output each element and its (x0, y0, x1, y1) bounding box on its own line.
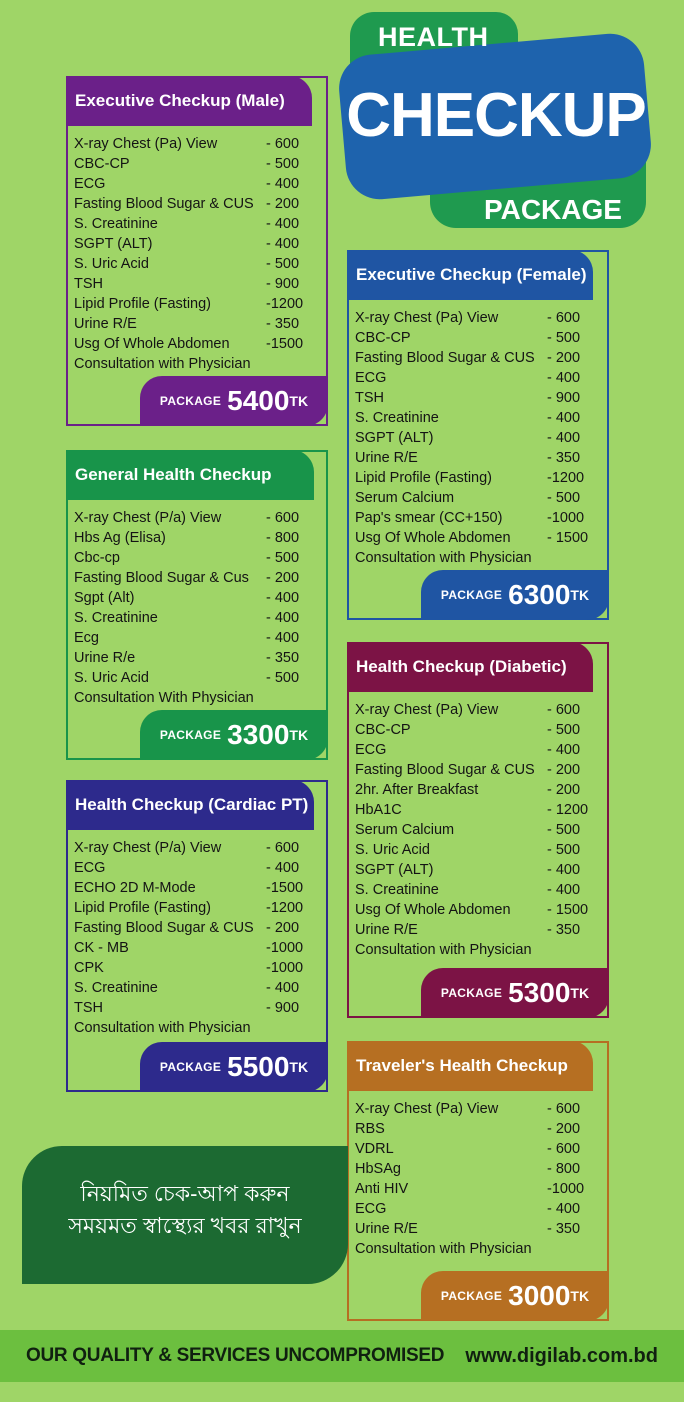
test-row (355, 1159, 599, 1179)
test-row (74, 214, 318, 234)
test-name: TSH (355, 390, 384, 406)
test-price: - 400 (266, 590, 300, 606)
test-name: Urine R/E (355, 1221, 418, 1237)
test-row (355, 820, 599, 840)
test-row (74, 568, 318, 588)
test-name: CBC-CP (355, 722, 411, 738)
test-price: - 1500 (547, 902, 589, 918)
package-currency: TK (289, 1059, 309, 1075)
test-name: Usg Of Whole Abdomen (355, 902, 511, 918)
test-price: -1500 (266, 336, 304, 352)
test-list (74, 508, 318, 708)
test-name: Hbs Ag (Elisa) (74, 530, 166, 546)
test-name: ECG (74, 860, 106, 876)
test-price: - 500 (547, 490, 581, 506)
package-label: PACKAGE (440, 588, 503, 602)
test-name: Fasting Blood Sugar & CUS (355, 762, 535, 778)
package-currency: TK (570, 587, 590, 603)
test-row (74, 998, 318, 1018)
package-price-badge (140, 710, 328, 760)
test-price: - 500 (266, 670, 300, 686)
test-name: Urine R/e (74, 650, 136, 666)
test-row (74, 234, 318, 254)
test-row (355, 860, 599, 880)
test-row (74, 508, 318, 528)
test-price: - 400 (266, 610, 300, 626)
test-name: X-ray Chest (Pa) View (355, 702, 499, 718)
test-price: - 500 (547, 722, 581, 738)
test-price: - 400 (266, 980, 300, 996)
test-price: - 1200 (547, 802, 589, 818)
package-card-traveler (347, 1041, 609, 1321)
test-price: - 600 (547, 1141, 581, 1157)
test-name: ECG (74, 176, 106, 192)
test-list (74, 838, 318, 1038)
test-row (355, 508, 599, 528)
bengali-banner (22, 1146, 348, 1284)
test-price: - 500 (547, 842, 581, 858)
test-price: - 350 (547, 450, 581, 466)
package-title: Health Checkup (Cardiac PT) (66, 780, 314, 830)
package-price: 3300 (227, 719, 290, 750)
package-title: General Health Checkup (66, 450, 314, 500)
package-price-badge (421, 570, 609, 620)
test-name: S. Creatinine (74, 610, 158, 626)
test-price: - 900 (547, 390, 581, 406)
test-name: S. Creatinine (355, 410, 439, 426)
test-list (355, 700, 599, 960)
test-row (74, 978, 318, 998)
test-price: - 400 (266, 236, 300, 252)
test-name: Fasting Blood Sugar & Cus (74, 570, 249, 586)
test-price: - 600 (547, 702, 581, 718)
test-price: - 400 (266, 176, 300, 192)
test-price: - 200 (547, 1121, 581, 1137)
test-row (74, 608, 318, 628)
test-row (74, 194, 318, 214)
test-price: - 800 (547, 1161, 581, 1177)
test-name: CK - MB (74, 940, 129, 956)
package-price-badge (421, 1271, 609, 1321)
footer-website-link[interactable]: www.digilab.com.bd (465, 1344, 658, 1367)
test-list (74, 134, 318, 374)
test-name: S. Uric Acid (74, 670, 149, 686)
test-name: Urine R/E (355, 450, 418, 466)
test-row (74, 588, 318, 608)
test-name: Fasting Blood Sugar & CUS (74, 920, 254, 936)
test-row (74, 878, 318, 898)
package-currency: TK (570, 1288, 590, 1304)
test-row (355, 408, 599, 428)
test-row (74, 334, 318, 354)
test-row (355, 1099, 599, 1119)
test-price: - 500 (547, 330, 581, 346)
test-row (355, 1219, 599, 1239)
test-name: Anti HIV (355, 1181, 409, 1197)
test-row (355, 760, 599, 780)
package-title: Executive Checkup (Female) (347, 250, 593, 300)
test-row (355, 328, 599, 348)
test-price: - 1500 (547, 530, 589, 546)
test-row (355, 468, 599, 488)
test-name: Urine R/E (74, 316, 137, 332)
test-row (355, 1139, 599, 1159)
test-price: - 400 (547, 862, 581, 878)
test-row (355, 448, 599, 468)
test-row (74, 628, 318, 648)
test-name: X-ray Chest (P/a) View (74, 840, 222, 856)
test-row (355, 840, 599, 860)
test-name: Fasting Blood Sugar & CUS (355, 350, 535, 366)
test-price: - 350 (266, 650, 300, 666)
test-price: -1000 (266, 940, 304, 956)
test-price: - 400 (547, 882, 581, 898)
package-card-exec-male (66, 76, 328, 426)
test-row (74, 254, 318, 274)
hero-checkup-text: CHECKUP (346, 81, 646, 150)
test-price: - 200 (547, 782, 581, 798)
test-row (355, 308, 599, 328)
test-row (355, 1119, 599, 1139)
test-name: SGPT (ALT) (74, 236, 153, 252)
test-name: SGPT (ALT) (355, 430, 434, 446)
package-price-badge (140, 1042, 328, 1092)
test-row (74, 838, 318, 858)
test-price: - 200 (547, 350, 581, 366)
test-name: X-ray Chest (Pa) View (355, 1101, 499, 1117)
test-row (74, 294, 318, 314)
test-name: Usg Of Whole Abdomen (74, 336, 230, 352)
test-name: Pap's smear (CC+150) (355, 510, 503, 526)
test-name: X-ray Chest (Pa) View (74, 136, 218, 152)
test-name: S. Uric Acid (74, 256, 149, 272)
test-name: Lipid Profile (Fasting) (74, 900, 211, 916)
test-name: CPK (74, 960, 104, 976)
test-name: ECHO 2D M-Mode (74, 880, 196, 896)
test-price: -1500 (266, 880, 304, 896)
test-row (355, 488, 599, 508)
test-price: -1200 (266, 296, 304, 312)
test-row (74, 858, 318, 878)
test-price: - 400 (547, 370, 581, 386)
test-price: - 200 (266, 570, 300, 586)
package-card-exec-female (347, 250, 609, 620)
test-row (355, 1179, 599, 1199)
test-name: S. Creatinine (355, 882, 439, 898)
test-name: Fasting Blood Sugar & CUS (74, 196, 254, 212)
package-price: 5300 (508, 977, 571, 1008)
test-row (355, 348, 599, 368)
package-title: Health Checkup (Diabetic) (347, 642, 593, 692)
test-row (355, 528, 599, 548)
test-name: S. Uric Acid (355, 842, 430, 858)
test-name: HbA1C (355, 802, 402, 818)
test-price: - 900 (266, 1000, 300, 1016)
package-currency: TK (289, 393, 309, 409)
test-name: CBC-CP (355, 330, 411, 346)
test-name: Urine R/E (355, 922, 418, 938)
test-price: -1000 (266, 960, 304, 976)
test-price: - 400 (547, 410, 581, 426)
test-price: - 600 (266, 840, 300, 856)
hero-health-text: HEALTH (378, 22, 489, 52)
test-name: Lipid Profile (Fasting) (74, 296, 211, 312)
package-card-cardiac (66, 780, 328, 1092)
test-row (355, 800, 599, 820)
test-name: S. Creatinine (74, 216, 158, 232)
test-price: - 350 (547, 1221, 581, 1237)
test-row (74, 938, 318, 958)
test-row (74, 648, 318, 668)
test-price: - 350 (266, 316, 300, 332)
test-price: - 400 (266, 630, 300, 646)
test-price: - 600 (266, 136, 300, 152)
package-title: Traveler's Health Checkup (347, 1041, 593, 1091)
test-row (74, 154, 318, 174)
test-name: CBC-CP (74, 156, 130, 172)
test-name: VDRL (355, 1141, 394, 1157)
package-price-badge (421, 968, 609, 1018)
test-name: Cbc-cp (74, 550, 120, 566)
test-price: - 900 (266, 276, 300, 292)
test-price: - 400 (547, 742, 581, 758)
test-price: - 200 (547, 762, 581, 778)
package-label: PACKAGE (159, 1060, 222, 1074)
test-price: - 400 (266, 860, 300, 876)
package-label: PACKAGE (440, 986, 503, 1000)
test-name: X-ray Chest (P/a) View (74, 510, 222, 526)
test-list (355, 308, 599, 568)
footer-tagline: OUR QUALITY & SERVICES UNCOMPROMISED (26, 1345, 445, 1366)
test-price: -1200 (266, 900, 304, 916)
banner-line-2: সময়মত স্বাস্থ্যের খবর রাখুন (68, 1213, 302, 1238)
package-card-general (66, 450, 328, 760)
test-row (74, 548, 318, 568)
test-name: 2hr. After Breakfast (355, 782, 479, 798)
test-price: - 500 (266, 256, 300, 272)
package-title: Executive Checkup (Male) (66, 76, 312, 126)
test-price: - 800 (266, 530, 300, 546)
test-name: Serum Calcium (355, 490, 455, 506)
test-price: - 350 (547, 922, 581, 938)
test-row (355, 720, 599, 740)
test-name: X-ray Chest (Pa) View (355, 310, 499, 326)
package-label: PACKAGE (159, 728, 222, 742)
consultation-note: Consultation with Physician (74, 1020, 251, 1036)
test-price: - 500 (266, 156, 300, 172)
package-price: 3000 (508, 1280, 571, 1311)
test-price: - 400 (266, 216, 300, 232)
test-row (355, 780, 599, 800)
test-row (355, 388, 599, 408)
test-row (74, 528, 318, 548)
consultation-note: Consultation with Physician (355, 942, 532, 958)
test-row (74, 918, 318, 938)
test-name: ECG (355, 1201, 387, 1217)
test-row (355, 428, 599, 448)
consultation-note: Consultation with Physician (355, 1241, 532, 1257)
package-currency: TK (289, 727, 309, 743)
test-name: Serum Calcium (355, 822, 455, 838)
hero-package-text: PACKAGE (484, 194, 622, 225)
test-row (74, 134, 318, 154)
test-row (355, 880, 599, 900)
test-price: - 600 (266, 510, 300, 526)
package-price-badge (140, 376, 328, 426)
test-row (355, 368, 599, 388)
test-name: Usg Of Whole Abdomen (355, 530, 511, 546)
test-row (74, 314, 318, 334)
consultation-note: Consultation With Physician (74, 690, 254, 706)
test-name: HbSAg (355, 1161, 401, 1177)
test-row (355, 900, 599, 920)
test-price: - 400 (547, 430, 581, 446)
consultation-note: Consultation with Physician (355, 550, 532, 566)
test-name: Lipid Profile (Fasting) (355, 470, 492, 486)
test-name: TSH (74, 1000, 103, 1016)
test-price: - 400 (547, 1201, 581, 1217)
footer-bar (0, 1330, 684, 1382)
test-price: - 500 (266, 550, 300, 566)
test-price: - 600 (547, 1101, 581, 1117)
test-row (74, 174, 318, 194)
test-name: RBS (355, 1121, 385, 1137)
package-label: PACKAGE (159, 394, 222, 408)
package-price: 6300 (508, 579, 571, 610)
test-name: Sgpt (Alt) (74, 590, 135, 606)
test-row (355, 920, 599, 940)
test-name: ECG (355, 370, 387, 386)
test-price: -1000 (547, 510, 585, 526)
test-price: - 200 (266, 196, 300, 212)
test-row (355, 1199, 599, 1219)
test-row (74, 958, 318, 978)
test-price: -1000 (547, 1181, 585, 1197)
test-name: TSH (74, 276, 103, 292)
test-price: - 600 (547, 310, 581, 326)
test-row (74, 274, 318, 294)
test-price: -1200 (547, 470, 585, 486)
test-name: Ecg (74, 630, 99, 646)
test-name: ECG (355, 742, 387, 758)
test-name: SGPT (ALT) (355, 862, 434, 878)
package-label: PACKAGE (440, 1289, 503, 1303)
test-row (355, 700, 599, 720)
test-list (355, 1099, 599, 1259)
test-price: - 200 (266, 920, 300, 936)
test-row (74, 668, 318, 688)
test-name: S. Creatinine (74, 980, 158, 996)
package-currency: TK (570, 985, 590, 1001)
test-row (355, 740, 599, 760)
package-card-diabetic (347, 642, 609, 1018)
package-price: 5400 (227, 385, 290, 416)
hero-title (338, 8, 656, 233)
test-price: - 500 (547, 822, 581, 838)
package-price: 5500 (227, 1051, 290, 1082)
consultation-note: Consultation with Physician (74, 356, 251, 372)
banner-line-1: নিয়মিত চেক-আপ করুন (80, 1181, 290, 1206)
test-row (74, 898, 318, 918)
